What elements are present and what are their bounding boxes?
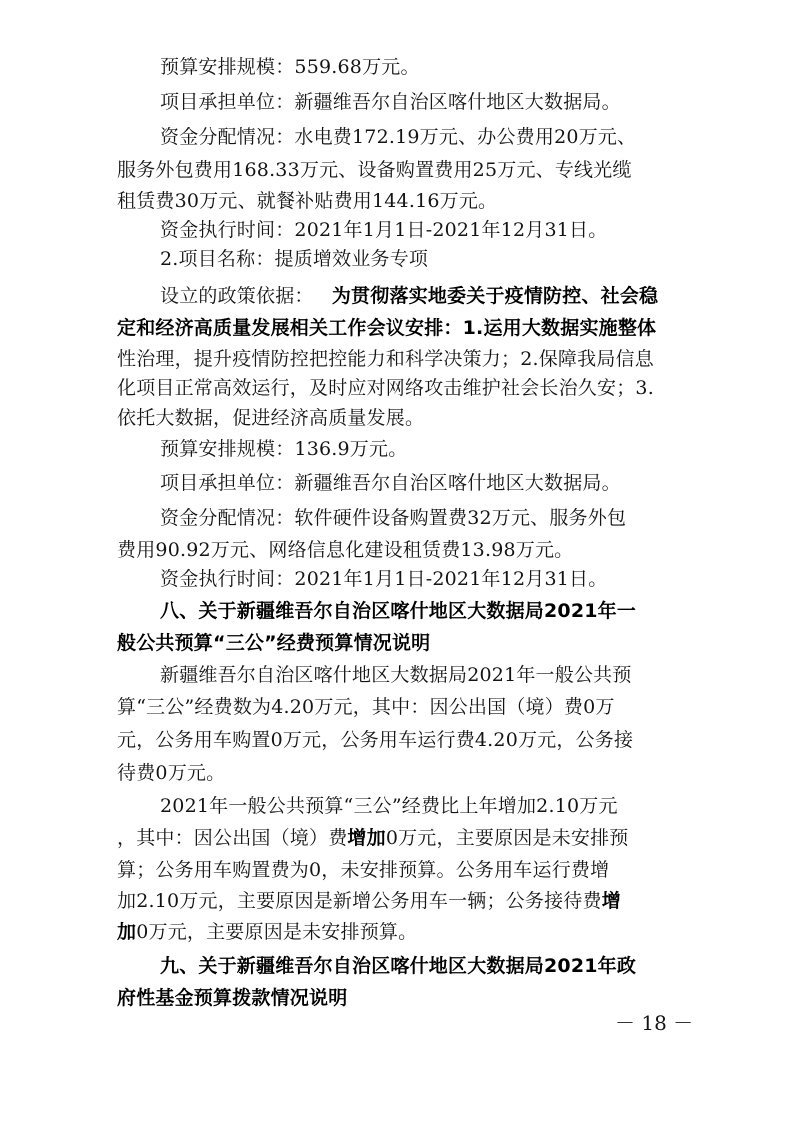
budget-scale-2: 预算安排规模：136.9万元。: [160, 438, 408, 460]
section-8-p2-line2-bold: 增加: [347, 827, 386, 849]
section-8-p2-line4-a: 加2.10万元，主要原因是新增公务用车一辆；公务接待费: [117, 890, 602, 912]
policy-basis-label: 设立的政策依据：: [160, 285, 314, 307]
fund-allocation-2-line1: 资金分配情况：软件硬件设备购置费32万元、服务外包: [160, 507, 627, 529]
section-8-heading-line1: 八、关于新疆维吾尔自治区喀什地区大数据局2021年一: [160, 600, 637, 622]
section-8-p1-line4: 待费0万元。: [117, 762, 226, 784]
section-9-heading-line1: 九、关于新疆维吾尔自治区喀什地区大数据局2021年政: [160, 955, 637, 977]
policy-basis-line5: 依托大数据，促进经济高质量发展。: [117, 407, 425, 429]
section-8-p2-line1: 2021年一般公共预算“三公”经费比上年增加2.10万元: [160, 795, 618, 817]
project-2-name: 2.项目名称：提质增效业务专项: [160, 248, 429, 270]
fund-allocation-2-line2: 费用90.92万元、网络信息化建设租赁费13.98万元。: [117, 539, 574, 561]
section-8-p1-line2: 算“三公”经费数为4.20万元，其中：因公出国（境）费0万: [117, 696, 615, 718]
section-8-p2-line5-b: 0万元，主要原因是未安排预算。: [136, 921, 418, 943]
section-8-p2-line4: [117, 888, 621, 914]
fund-allocation-1-line1: 资金分配情况：水电费172.19万元、办公费用20万元、: [160, 126, 637, 148]
policy-basis-lead: 为贯彻落实地委关于疫情防控、社会稳: [331, 285, 659, 307]
fund-allocation-1-line3: 租赁费30万元、就餐补贴费用144.16万元。: [117, 190, 498, 212]
section-8-p2-line2-c: 0万元，主要原因是未安排预: [385, 827, 629, 849]
policy-basis-line2: [117, 315, 656, 341]
undertaking-unit-1: 项目承担单位：新疆维吾尔自治区喀什地区大数据局。: [160, 91, 621, 113]
section-8-heading-line2: 般公共预算“三公”经费预算情况说明: [117, 632, 431, 654]
execution-time-1: 资金执行时间：2021年1月1日-2021年12月31日。: [160, 219, 608, 241]
section-8-p2-line5: [117, 919, 417, 945]
policy-basis-line3: 性治理，提升疫情防控把控能力和科学决策力；2.保障我局信息: [117, 348, 654, 370]
section-8-p2-line2-a: ，其中：因公出国（境）费: [117, 827, 348, 849]
budget-scale-1: 预算安排规模：559.68万元。: [160, 56, 420, 78]
policy-basis-line4: 化项目正常高效运行，及时应对网络攻击维护社会长治久安；3.: [117, 377, 654, 399]
section-8-p2-line5-bold: 加: [117, 921, 137, 943]
fund-allocation-1-line2: 服务外包费用168.33万元、设备购置费用25万元、专线光缆: [117, 159, 632, 181]
policy-basis-line2-bold: 定和经济高质量发展相关工作会议安排：: [117, 317, 463, 339]
policy-basis-line1: [160, 283, 658, 309]
section-8-p2-line2: [117, 825, 629, 851]
section-8-p1-line1: 新疆维吾尔自治区喀什地区大数据局2021年一般公共预: [160, 664, 632, 686]
policy-basis-line2-rest: 1.运用大数据实施整体: [462, 317, 657, 339]
section-9-heading-line2: 府性基金预算拨款情况说明: [117, 987, 348, 1009]
section-8-p2-line3: 算；公务用车购置费为0，未安排预算。公务用车运行费增: [117, 859, 610, 881]
page-number: － 18 －: [615, 1011, 694, 1035]
section-8-p2-line4-bold: 增: [601, 890, 621, 912]
execution-time-2: 资金执行时间：2021年1月1日-2021年12月31日。: [160, 568, 608, 590]
undertaking-unit-2: 项目承担单位：新疆维吾尔自治区喀什地区大数据局。: [160, 472, 621, 494]
section-8-p1-line3: 元，公务用车购置0万元，公务用车运行费4.20万元，公务接: [117, 729, 634, 751]
